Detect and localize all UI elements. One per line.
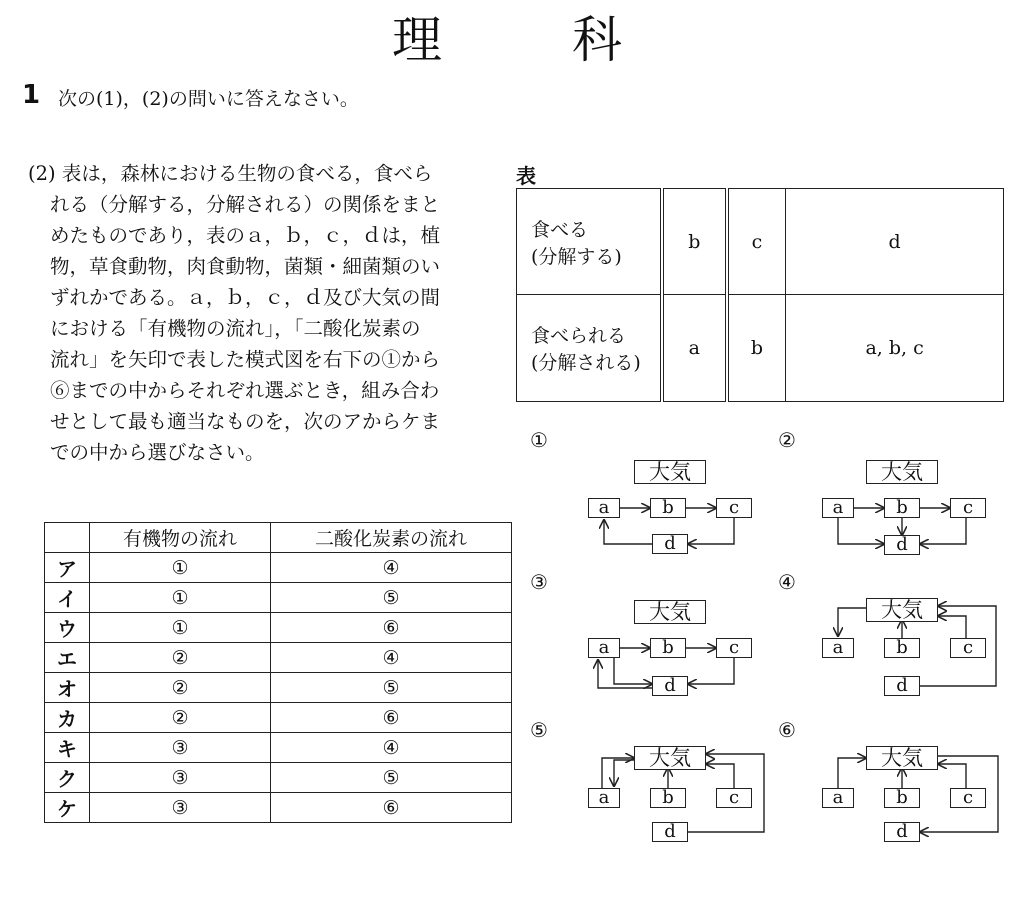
- table-cell: ③: [90, 763, 271, 793]
- paragraph-line: めたものであり，表のａ，ｂ，ｃ，ｄは，植: [50, 224, 441, 247]
- header-line: 食べる: [531, 218, 589, 241]
- table-cell: ①: [90, 613, 271, 643]
- air-box: 大気: [866, 460, 938, 484]
- choice-key: ク: [45, 763, 90, 793]
- paragraph-line: での中から選びなさい。: [50, 441, 265, 464]
- answer-table: [44, 522, 512, 823]
- air-box: 大気: [866, 746, 938, 770]
- title-char-2: 科: [572, 11, 622, 69]
- node-a: a: [588, 638, 620, 658]
- diagram-6-label: ⑥: [778, 718, 796, 742]
- table-cell: ②: [90, 643, 271, 673]
- node-a: a: [588, 498, 620, 518]
- table-cell: ②: [90, 673, 271, 703]
- node-d: d: [884, 535, 920, 555]
- choice-key: カ: [45, 703, 90, 733]
- table-cell: ⑤: [271, 583, 512, 613]
- diagram-5-label: ⑤: [530, 718, 548, 742]
- row-header-eaten: [517, 295, 663, 402]
- air-box: 大気: [634, 746, 706, 770]
- row-header-eat: [517, 189, 663, 295]
- table-row: [45, 793, 512, 823]
- node-c: c: [716, 788, 752, 808]
- table-cell: b: [662, 189, 727, 295]
- node-c: c: [950, 788, 986, 808]
- table-header-row: [45, 523, 512, 553]
- paragraph-line: (2) 表は，森林における生物の食べる，食べら: [28, 162, 433, 185]
- header-cell: [45, 523, 90, 553]
- choice-key: エ: [45, 643, 90, 673]
- node-b: b: [650, 638, 686, 658]
- table-cell: ①: [90, 583, 271, 613]
- node-a: a: [588, 788, 620, 808]
- node-d: d: [652, 534, 688, 554]
- diagram-1-label: ①: [530, 428, 548, 452]
- food-relation-table: [516, 188, 1004, 402]
- choice-key: ウ: [45, 613, 90, 643]
- paragraph-line: における「有機物の流れ」，「二酸化炭素の: [50, 317, 421, 340]
- table-cell: c: [727, 189, 786, 295]
- table-row: [45, 613, 512, 643]
- paragraph-line: 物，草食動物，肉食動物，菌類・細菌類のい: [50, 255, 441, 278]
- header-cell: 有機物の流れ: [90, 523, 271, 553]
- choice-key: オ: [45, 673, 90, 703]
- node-a: a: [822, 788, 854, 808]
- table-row: [517, 189, 1004, 295]
- table-cell: ⑥: [271, 703, 512, 733]
- header-line: (分解される): [531, 352, 641, 374]
- node-d: d: [884, 822, 920, 842]
- air-box: 大気: [866, 598, 938, 622]
- page-title: [0, 10, 1024, 70]
- table-label: 表: [516, 164, 536, 188]
- table-row: [517, 295, 1004, 402]
- diagram-2-label: ②: [778, 428, 796, 452]
- diagram-3-label: ③: [530, 570, 548, 594]
- node-b: b: [650, 498, 686, 518]
- table-cell: b: [727, 295, 786, 402]
- table-cell: ⑥: [271, 793, 512, 823]
- table-row: [45, 703, 512, 733]
- paragraph-line: ⑥までの中からそれぞれ選ぶとき，組み合わ: [50, 379, 440, 402]
- table-cell: a: [662, 295, 727, 402]
- node-d: d: [652, 822, 688, 842]
- paragraph-line: れる（分解する，分解される）の関係をまと: [50, 193, 441, 216]
- table-cell: ①: [90, 553, 271, 583]
- node-b: b: [884, 638, 920, 658]
- node-d: d: [884, 676, 920, 696]
- paragraph-line: ずれかである。ａ，ｂ，ｃ，ｄ及び大気の間: [50, 286, 441, 309]
- table-cell: ④: [271, 553, 512, 583]
- header-cell: 二酸化炭素の流れ: [271, 523, 512, 553]
- node-c: c: [716, 498, 752, 518]
- table-cell: ⑥: [271, 613, 512, 643]
- node-c: c: [950, 638, 986, 658]
- node-a: a: [822, 638, 854, 658]
- node-b: b: [884, 788, 920, 808]
- table-row: [45, 643, 512, 673]
- choice-key: キ: [45, 733, 90, 763]
- table-cell: a, b, c: [786, 295, 1004, 402]
- table-cell: ③: [90, 733, 271, 763]
- node-b: b: [884, 498, 920, 518]
- diagram-4-label: ④: [778, 570, 796, 594]
- table-row: [45, 583, 512, 613]
- node-a: a: [822, 498, 854, 518]
- choice-key: ケ: [45, 793, 90, 823]
- table-cell: ④: [271, 733, 512, 763]
- air-box: 大気: [634, 460, 706, 484]
- instruction-text: 次の(1)，(2)の問いに答えなさい。: [58, 88, 359, 110]
- table-cell: ⑤: [271, 763, 512, 793]
- node-d: d: [652, 676, 688, 696]
- table-row: [45, 763, 512, 793]
- choice-key: ア: [45, 553, 90, 583]
- header-line: 食べられる: [531, 325, 627, 347]
- choice-key: イ: [45, 583, 90, 613]
- question-number: 1: [22, 80, 41, 110]
- table-cell: ④: [271, 643, 512, 673]
- paragraph-line: 流れ」を矢印で表した模式図を右下の①から: [50, 348, 441, 371]
- table-row: [45, 553, 512, 583]
- title-char-1: 理: [392, 11, 442, 69]
- table-cell: ②: [90, 703, 271, 733]
- header-line: (分解する): [531, 245, 622, 268]
- table-cell: d: [786, 189, 1004, 295]
- table-cell: ③: [90, 793, 271, 823]
- node-c: c: [716, 638, 752, 658]
- air-box: 大気: [634, 600, 706, 624]
- node-b: b: [650, 788, 686, 808]
- table-row: [45, 673, 512, 703]
- table-cell: ⑤: [271, 673, 512, 703]
- table-row: [45, 733, 512, 763]
- node-c: c: [950, 498, 986, 518]
- paragraph-line: せとして最も適当なものを，次のアからケま: [50, 410, 441, 433]
